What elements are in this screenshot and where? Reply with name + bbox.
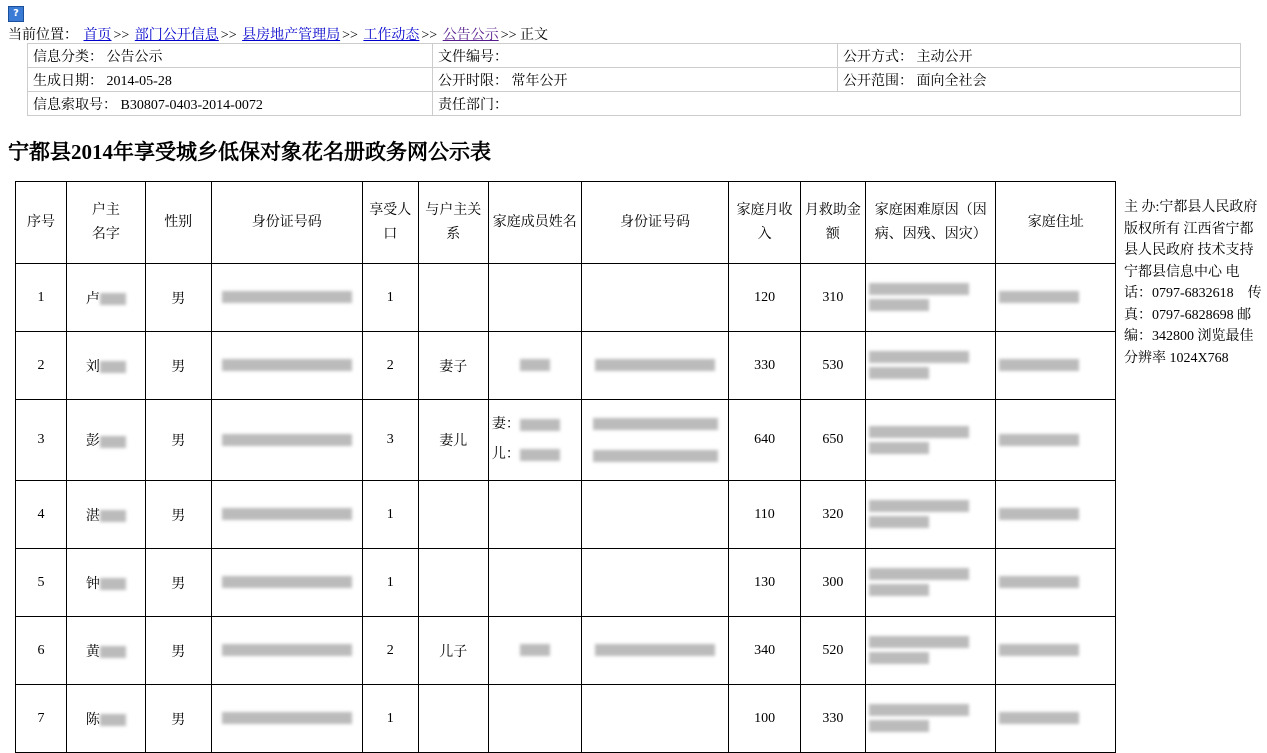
redacted-text bbox=[100, 714, 126, 726]
cell-income: 110 bbox=[729, 481, 800, 549]
cell-income: 330 bbox=[729, 332, 800, 400]
redacted-text bbox=[869, 299, 929, 311]
redacted-text bbox=[593, 418, 718, 430]
redacted-text bbox=[999, 359, 1079, 371]
info-value: B30807-0403-2014-0072 bbox=[120, 97, 263, 113]
info-cell bbox=[433, 92, 1241, 116]
table-row bbox=[16, 332, 1116, 400]
cell-aid: 650 bbox=[800, 400, 865, 481]
cell-sex: 男 bbox=[145, 400, 211, 481]
redacted-text bbox=[520, 359, 550, 371]
cell-no: 2 bbox=[16, 332, 67, 400]
cell-name bbox=[66, 617, 145, 685]
column-header: 家庭月收入 bbox=[729, 182, 800, 264]
redacted-text bbox=[520, 449, 560, 461]
surname: 刘 bbox=[85, 359, 100, 375]
redacted-text bbox=[222, 359, 352, 371]
redacted-text bbox=[222, 508, 352, 520]
cell-sex: 男 bbox=[145, 264, 211, 332]
cell-member-ids bbox=[581, 617, 729, 685]
cell-name bbox=[66, 400, 145, 481]
redacted-text bbox=[869, 584, 929, 596]
redacted-text bbox=[520, 419, 560, 431]
cell-sex: 男 bbox=[145, 549, 211, 617]
redacted-text bbox=[999, 508, 1079, 520]
breadcrumb bbox=[8, 24, 548, 44]
breadcrumb-work-news[interactable]: 工作动态 bbox=[363, 28, 420, 43]
redacted-text bbox=[999, 576, 1079, 588]
cell-address bbox=[996, 332, 1116, 400]
sep: >> bbox=[113, 28, 130, 43]
cell-member-ids bbox=[581, 549, 729, 617]
cell-address bbox=[996, 685, 1116, 753]
table-row bbox=[16, 549, 1116, 617]
redacted-text bbox=[595, 644, 715, 656]
breadcrumb-prefix: 当前位置： bbox=[8, 28, 78, 43]
cell-income: 340 bbox=[729, 617, 800, 685]
cell-members bbox=[488, 549, 581, 617]
breadcrumb-home[interactable]: 首页 bbox=[83, 28, 112, 43]
cell-name bbox=[66, 549, 145, 617]
info-label: 生成日期： bbox=[33, 73, 103, 89]
cell-id bbox=[211, 481, 362, 549]
info-cell bbox=[433, 68, 838, 92]
cell-people: 1 bbox=[362, 685, 418, 753]
info-value: 公告公示 bbox=[106, 49, 163, 65]
info-cell bbox=[433, 44, 838, 68]
surname: 黄 bbox=[85, 644, 100, 660]
cell-relation bbox=[418, 549, 488, 617]
redacted-text bbox=[999, 644, 1079, 656]
cell-reason bbox=[866, 332, 996, 400]
redacted-text bbox=[869, 720, 929, 732]
cell-aid: 320 bbox=[800, 481, 865, 549]
table-row bbox=[16, 400, 1116, 481]
column-header: 身份证号码 bbox=[211, 182, 362, 264]
redacted-text bbox=[869, 351, 969, 363]
member-relation: 儿： bbox=[491, 447, 520, 462]
cell-member-ids bbox=[581, 400, 729, 481]
cell-address bbox=[996, 264, 1116, 332]
redacted-text bbox=[869, 367, 929, 379]
cell-no: 3 bbox=[16, 400, 67, 481]
info-row bbox=[28, 92, 1241, 116]
column-header: 享受人口 bbox=[362, 182, 418, 264]
info-label: 公开方式： bbox=[843, 49, 913, 65]
cell-address bbox=[996, 400, 1116, 481]
table-row bbox=[16, 481, 1116, 549]
info-row bbox=[28, 68, 1241, 92]
redacted-text bbox=[869, 516, 929, 528]
redacted-text bbox=[999, 434, 1079, 446]
cell-people: 1 bbox=[362, 481, 418, 549]
cell-address bbox=[996, 617, 1116, 685]
cell-people: 1 bbox=[362, 264, 418, 332]
redacted-text bbox=[869, 283, 969, 295]
cell-address bbox=[996, 481, 1116, 549]
redacted-text bbox=[520, 644, 550, 656]
cell-income: 120 bbox=[729, 264, 800, 332]
cell-id bbox=[211, 332, 362, 400]
info-label: 信息分类： bbox=[33, 49, 103, 65]
redacted-text bbox=[595, 359, 715, 371]
cell-reason bbox=[866, 264, 996, 332]
help-icon[interactable]: ? bbox=[8, 6, 24, 22]
cell-relation: 妻子 bbox=[418, 332, 488, 400]
redacted-text bbox=[869, 500, 969, 512]
page-title: 宁都县2014年享受城乡低保对象花名册政务网公示表 bbox=[8, 140, 491, 164]
member-relation: 妻： bbox=[491, 417, 520, 432]
cell-reason bbox=[866, 400, 996, 481]
info-cell bbox=[28, 44, 433, 68]
surname: 彭 bbox=[85, 434, 100, 449]
cell-address bbox=[996, 549, 1116, 617]
cell-member-ids bbox=[581, 264, 729, 332]
cell-no: 5 bbox=[16, 549, 67, 617]
cell-no: 7 bbox=[16, 685, 67, 753]
redacted-text bbox=[999, 291, 1079, 303]
cell-aid: 520 bbox=[800, 617, 865, 685]
cell-members bbox=[488, 332, 581, 400]
info-label: 公开范围： bbox=[843, 73, 913, 89]
cell-no: 1 bbox=[16, 264, 67, 332]
cell-income: 100 bbox=[729, 685, 800, 753]
breadcrumb-current: 正文 bbox=[519, 28, 548, 43]
info-label: 公开时限： bbox=[438, 73, 508, 89]
redacted-text bbox=[100, 510, 126, 522]
info-table bbox=[27, 43, 1241, 116]
redacted-text bbox=[100, 361, 126, 373]
surname: 钟 bbox=[85, 576, 100, 592]
info-label: 文件编号： bbox=[438, 49, 508, 65]
column-header: 家庭成员姓名 bbox=[488, 182, 581, 264]
cell-id bbox=[211, 617, 362, 685]
column-header: 序号 bbox=[16, 182, 67, 264]
column-header: 性别 bbox=[145, 182, 211, 264]
cell-aid: 330 bbox=[800, 685, 865, 753]
column-header: 身份证号码 bbox=[581, 182, 729, 264]
column-header: 家庭住址 bbox=[996, 182, 1116, 264]
cell-no: 4 bbox=[16, 481, 67, 549]
info-cell bbox=[838, 44, 1241, 68]
redacted-text bbox=[869, 636, 969, 648]
column-header: 月救助金额 bbox=[800, 182, 865, 264]
cell-sex: 男 bbox=[145, 617, 211, 685]
sep: >> bbox=[421, 28, 438, 43]
surname: 卢 bbox=[85, 291, 100, 307]
redacted-text bbox=[222, 576, 352, 588]
cell-relation bbox=[418, 264, 488, 332]
column-header: 与户主关系 bbox=[418, 182, 488, 264]
cell-sex: 男 bbox=[145, 481, 211, 549]
sep: >> bbox=[500, 28, 517, 43]
sep: >> bbox=[342, 28, 358, 43]
redacted-text bbox=[222, 434, 352, 446]
cell-member-ids bbox=[581, 481, 729, 549]
redacted-text bbox=[869, 704, 969, 716]
recipients-table bbox=[15, 181, 1116, 753]
table-row bbox=[16, 617, 1116, 685]
cell-relation: 妻儿 bbox=[418, 400, 488, 481]
cell-members bbox=[488, 481, 581, 549]
cell-sex: 男 bbox=[145, 685, 211, 753]
info-value: 面向全社会 bbox=[916, 73, 987, 89]
redacted-text bbox=[593, 450, 718, 462]
redacted-text bbox=[869, 442, 929, 454]
info-label: 责任部门： bbox=[438, 97, 508, 113]
redacted-text bbox=[222, 644, 352, 656]
cell-relation: 儿子 bbox=[418, 617, 488, 685]
cell-reason bbox=[866, 685, 996, 753]
cell-people: 3 bbox=[362, 400, 418, 481]
cell-id bbox=[211, 264, 362, 332]
cell-id bbox=[211, 400, 362, 481]
surname: 陈 bbox=[85, 712, 100, 728]
table-row bbox=[16, 685, 1116, 753]
redacted-text bbox=[100, 293, 126, 305]
cell-people: 1 bbox=[362, 549, 418, 617]
column-header: 户主 名字 bbox=[66, 182, 145, 264]
cell-reason bbox=[866, 481, 996, 549]
cell-members bbox=[488, 264, 581, 332]
redacted-text bbox=[100, 578, 126, 590]
sep: >> bbox=[220, 28, 237, 43]
site-footer-info: 主 办:宁都县人民政府 版权所有 江西省宁都县人民政府 技术支持 宁都县信息中心 电话：0797-6832618 传真：0797-6828698 邮编：342800 浏览最佳分辨率 1024X768 bbox=[1124, 200, 1262, 366]
info-cell bbox=[28, 68, 433, 92]
cell-relation bbox=[418, 685, 488, 753]
cell-reason bbox=[866, 549, 996, 617]
cell-members bbox=[488, 685, 581, 753]
info-value: 主动公开 bbox=[916, 49, 973, 65]
breadcrumb-notices[interactable]: 公告公示 bbox=[442, 28, 499, 43]
column-header: 家庭困难原因（因病、因残、因灾） bbox=[866, 182, 996, 264]
redacted-text bbox=[222, 712, 352, 724]
cell-income: 640 bbox=[729, 400, 800, 481]
cell-sex: 男 bbox=[145, 332, 211, 400]
info-label: 信息索取号： bbox=[33, 97, 117, 113]
breadcrumb-dept-info[interactable]: 部门公开信息 bbox=[134, 28, 219, 43]
info-value: 常年公开 bbox=[511, 73, 568, 89]
cell-members bbox=[488, 400, 581, 481]
redacted-text bbox=[100, 646, 126, 658]
info-cell bbox=[28, 92, 433, 116]
cell-aid: 530 bbox=[800, 332, 865, 400]
info-value: 2014-05-28 bbox=[106, 73, 172, 89]
cell-id bbox=[211, 549, 362, 617]
cell-no: 6 bbox=[16, 617, 67, 685]
surname: 湛 bbox=[85, 508, 100, 524]
cell-aid: 310 bbox=[800, 264, 865, 332]
breadcrumb-housing-bureau[interactable]: 县房地产管理局 bbox=[242, 28, 341, 43]
redacted-text bbox=[869, 426, 969, 438]
redacted-text bbox=[999, 712, 1079, 724]
cell-members bbox=[488, 617, 581, 685]
cell-name bbox=[66, 685, 145, 753]
cell-income: 130 bbox=[729, 549, 800, 617]
cell-aid: 300 bbox=[800, 549, 865, 617]
cell-name bbox=[66, 481, 145, 549]
cell-name bbox=[66, 264, 145, 332]
info-row bbox=[28, 44, 1241, 68]
cell-member-ids bbox=[581, 685, 729, 753]
cell-people: 2 bbox=[362, 332, 418, 400]
redacted-text bbox=[869, 568, 969, 580]
cell-relation bbox=[418, 481, 488, 549]
info-cell bbox=[838, 68, 1241, 92]
cell-member-ids bbox=[581, 332, 729, 400]
table-row bbox=[16, 264, 1116, 332]
cell-name bbox=[66, 332, 145, 400]
cell-people: 2 bbox=[362, 617, 418, 685]
cell-id bbox=[211, 685, 362, 753]
cell-reason bbox=[866, 617, 996, 685]
redacted-text bbox=[222, 291, 352, 303]
redacted-text bbox=[869, 652, 929, 664]
redacted-text bbox=[100, 436, 126, 448]
